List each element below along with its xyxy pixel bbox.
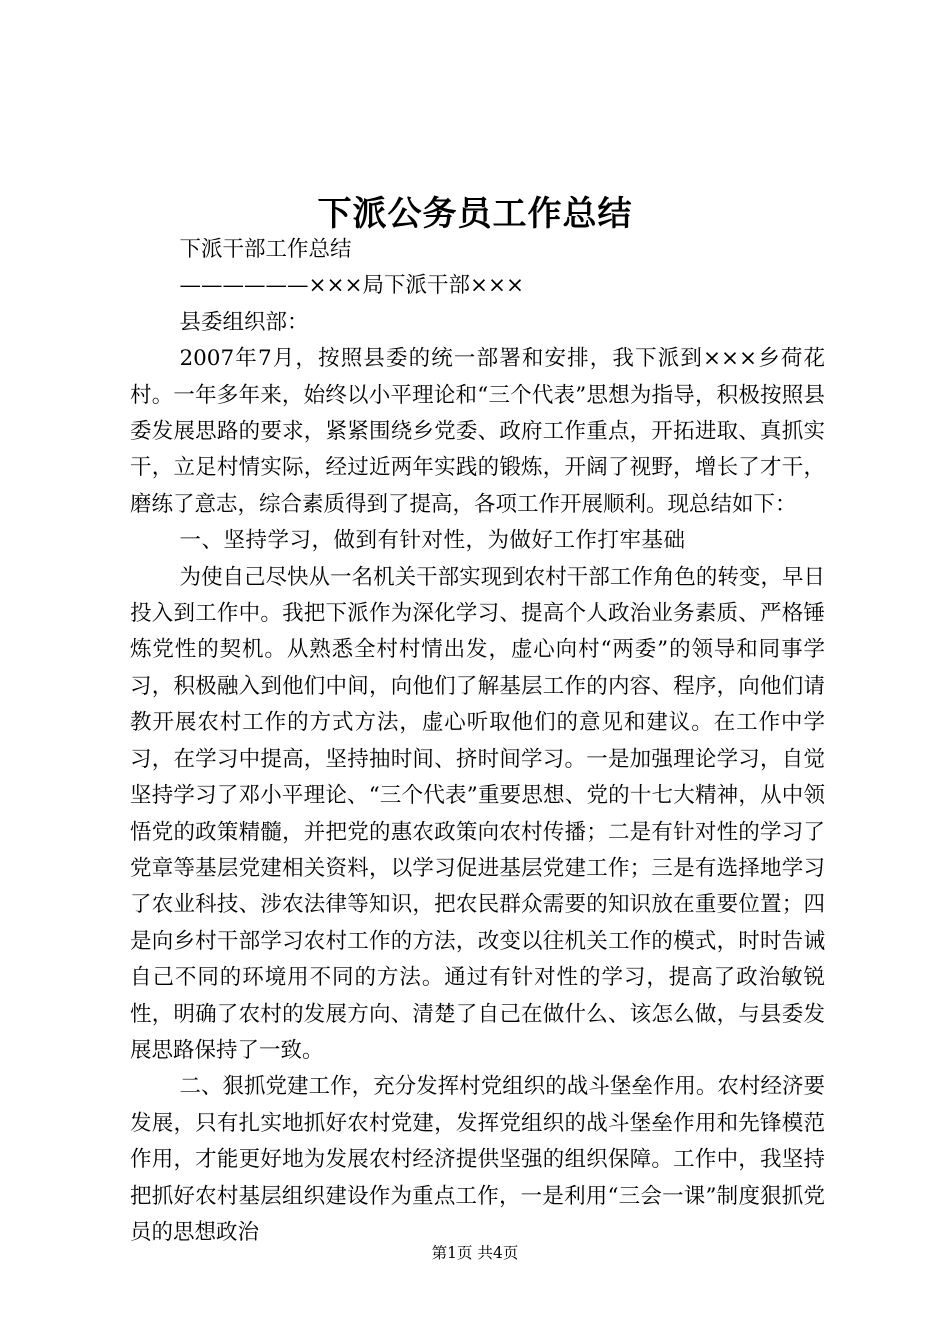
section-2-paragraph: 二、狠抓党建工作，充分发挥村党组织的战斗堡垒作用。农村经济要发展，只有扎实地抓好农村党建，发挥党组织的战斗堡垒作用和先锋模范作用，才能更好地为发展农村经济提供坚强的组织保障。工作中，我坚持把抓好农村基层组织建设作为重点工作，一是利用“三会一课”制度狠抓党员的思想政治 — [130, 1074, 825, 1245]
document-title: 下派公务员工作总结 — [317, 194, 633, 234]
salutation: 县委组织部： — [179, 309, 309, 335]
intro-paragraph: 2007年7月，按照县委的统一部署和安排，我下派到×××乡荷花村。一年多年来，始终以小平理论和“三个代表”思想为指导，积极按照县委发展思路的要求，紧紧围绕乡党委、政府工作重点，开拓进取、真抓实干，立足村情实际，经过近两年实践的锻炼，开阔了视野，增长了才干，磨练了意志，综合素质得到了提高，各项工作开展顺利。现总结如下： — [130, 346, 825, 517]
section-1-paragraph: 为使自己尽快从一名机关干部实现到农村干部工作角色的转变，早日投入到工作中。我把下派作为深化学习、提高个人政治业务素质、严格锤炼党性的契机。从熟悉全村村情出发，虚心向村“两委”的领导和同事学习，积极融入到他们中间，向他们了解基层工作的内容、程序，向他们请教开展农村工作的方式方法，虚心听取他们的意见和建议。在工作中学习，在学习中提高，坚持抽时间、挤时间学习。一是加强理论学习，自觉坚持学习了邓小平理论、“三个代表”重要思想、党的十七大精神，从中领悟党的政策精髓，并把党的惠农政策向农村传播；二是有针对性的学习了党章等基层党建相关资料，以学习促进基层党建工作；三是有选择地学习了农业科技、涉农法律等知识，把农民群众需要的知识放在重要位置；四是向乡村干部学习农村工作的方法，改变以往机关工作的模式，时时告诫自己不同的环境用不同的方法。通过有针对性的学习，提高了政治敏锐性，明确了农村的发展方向、清楚了自己在做什么、该怎么做，与县委发展思路保持了一致。 — [130, 564, 825, 1063]
section-heading-1: 一、坚持学习，做到有针对性，为做好工作打牢基础 — [179, 528, 686, 554]
page-footer: 第1页 共4页 — [431, 1244, 519, 1262]
document-body — [130, 232, 825, 1251]
subtitle-paragraph: 下派干部工作总结 — [179, 237, 352, 262]
author-line: ——————×××局下派干部××× — [179, 273, 525, 299]
